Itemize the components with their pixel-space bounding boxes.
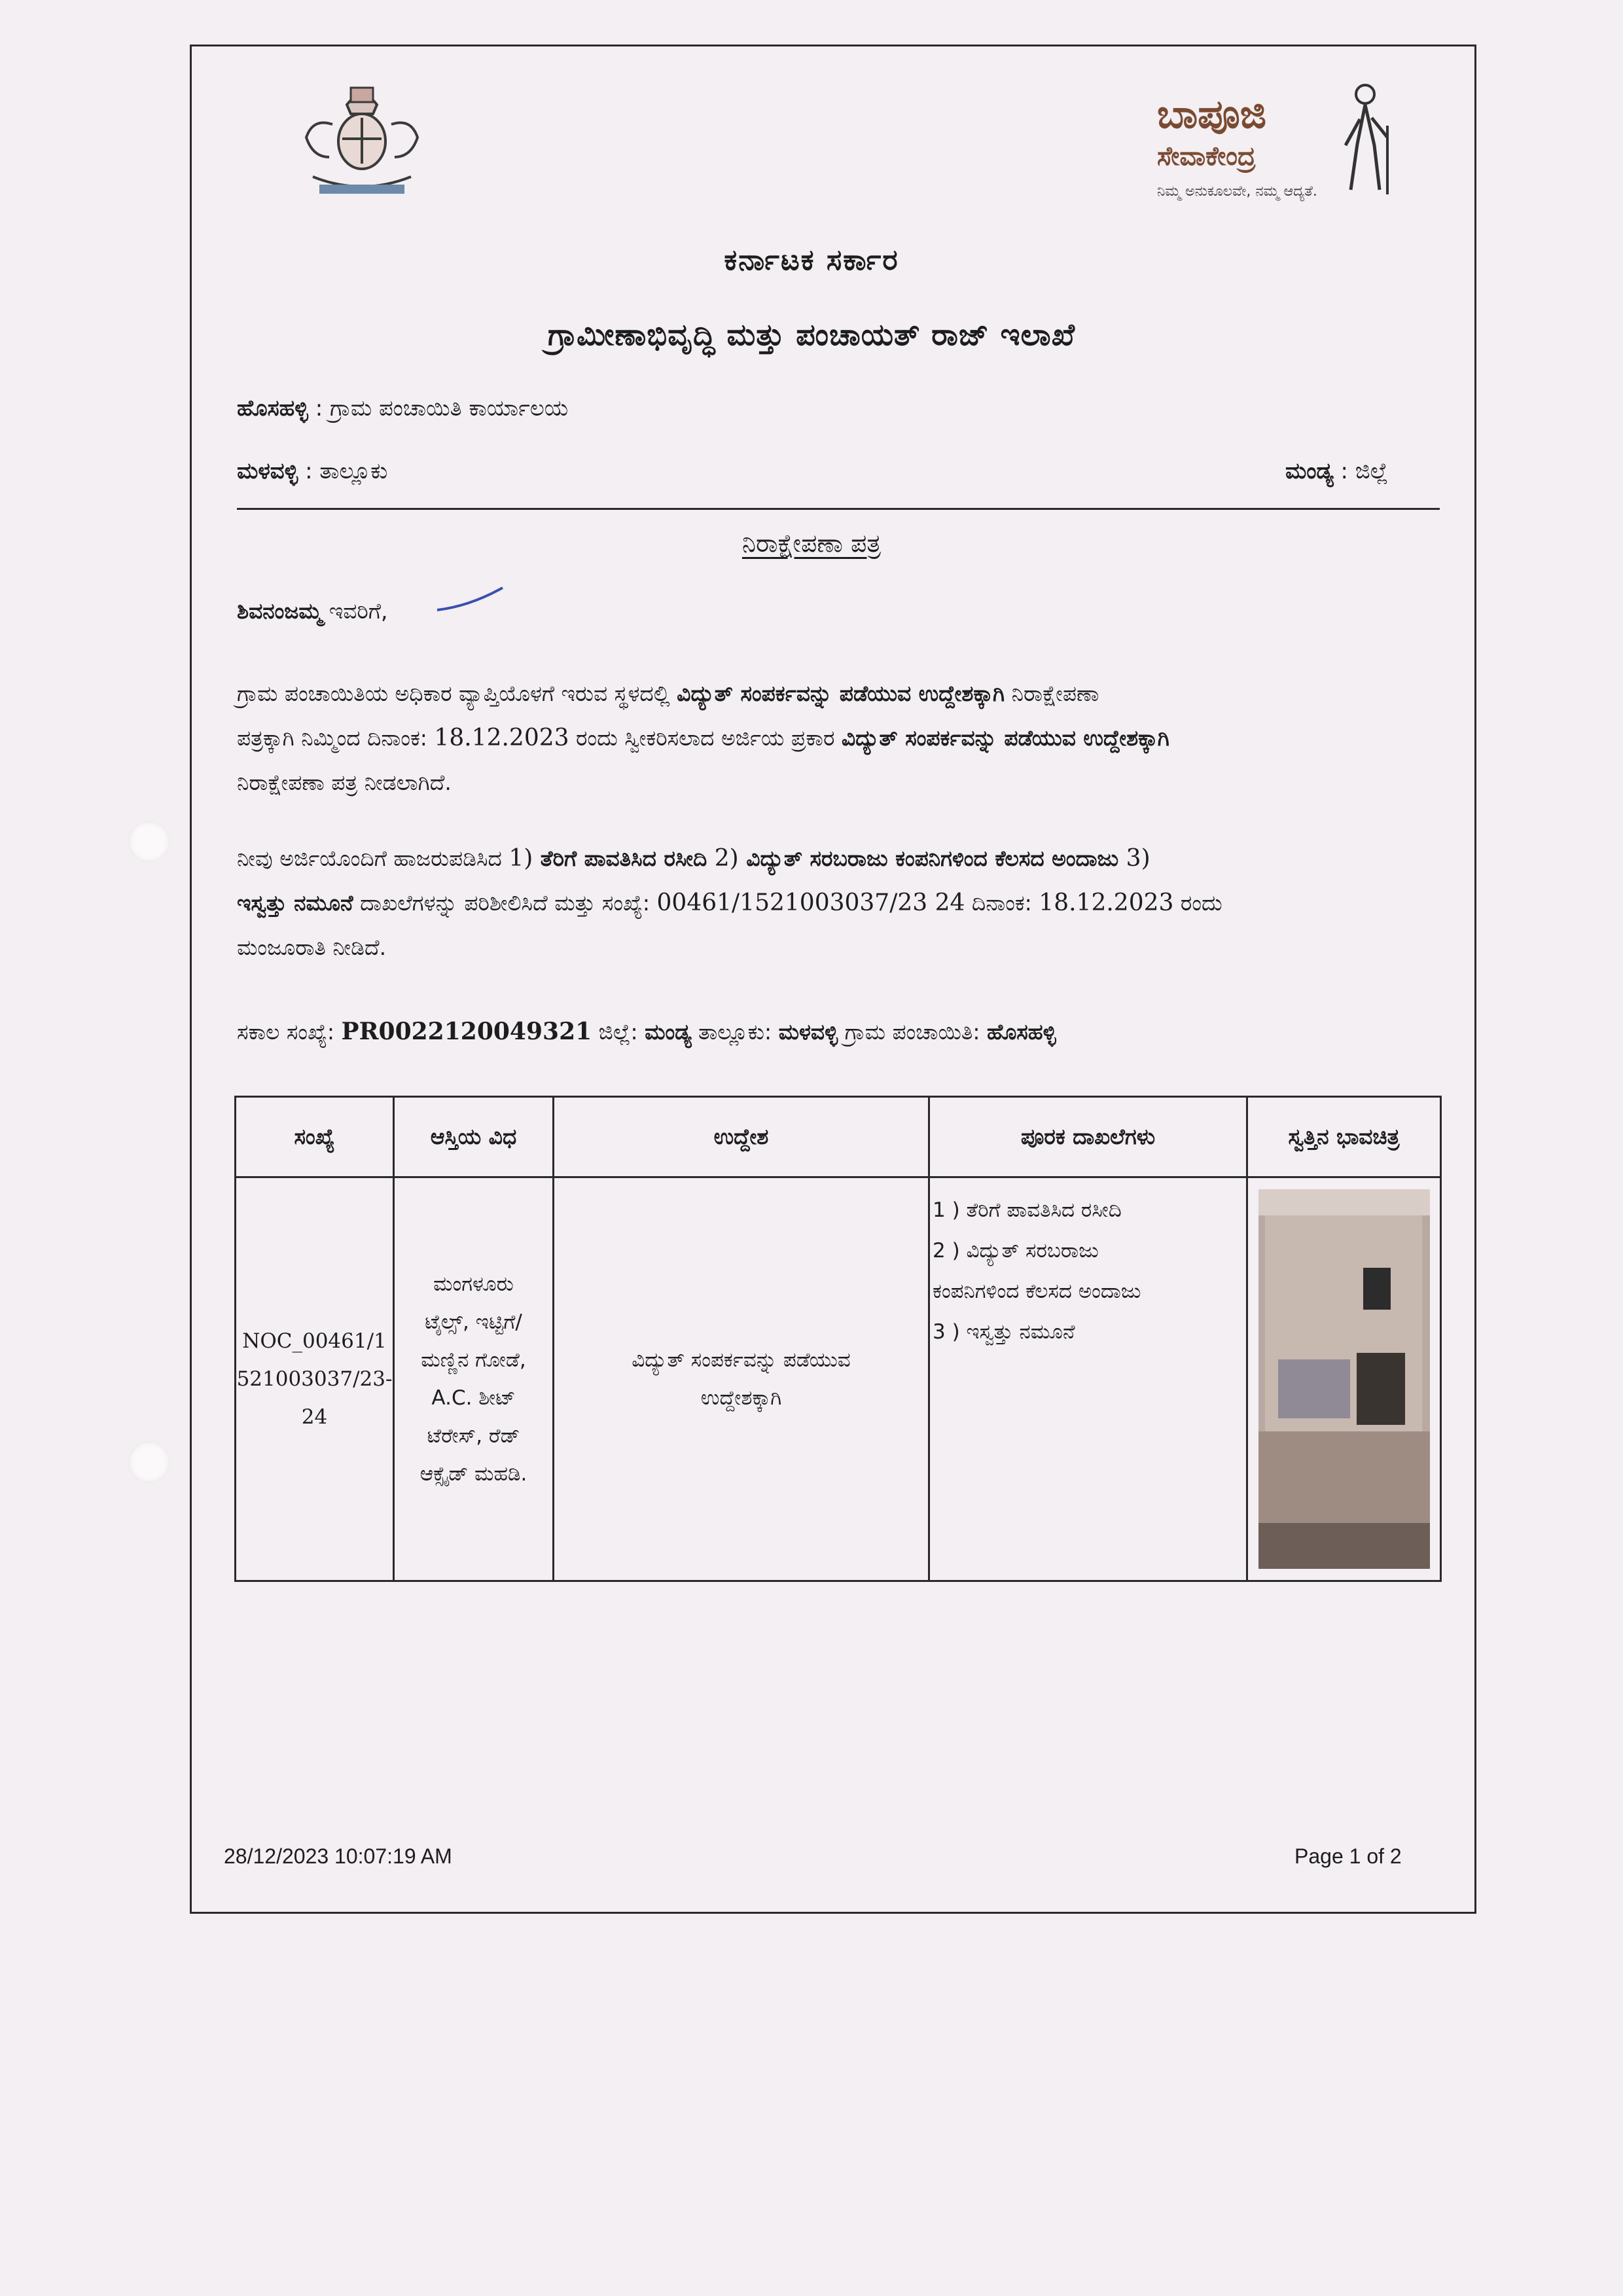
col-header-documents: ಪೂರಕ ದಾಖಲೆಗಳು [929, 1097, 1247, 1177]
panchayat-suffix: : ಗ್ರಾಮ ಪಂಚಾಯಿತಿ ಕಾರ್ಯಾಲಯ [308, 395, 569, 422]
para1-bold-b: ವಿದ್ಯುತ್ ಸಂಪರ್ಕವನ್ನು ಪಡೆಯುವ ಉದ್ದೇಶಕ್ಕಾಗಿ [677, 681, 1005, 706]
col-header-number: ಸಂಖ್ಯೆ [236, 1097, 394, 1177]
cell-documents [929, 1177, 1247, 1581]
addressee-suffix: ಇವರಿಗೆ, [322, 598, 388, 624]
taluk-suffix: : ತಾಲ್ಲೂಕು [298, 458, 388, 484]
para2-bold-d: ಇಸ್ವತ್ತು ನಮೂನೆ [237, 890, 353, 916]
property-photo [1258, 1189, 1430, 1569]
table-header-row [236, 1097, 1441, 1177]
cell-property-type [394, 1177, 554, 1581]
para2-num-2: 2) [714, 845, 739, 872]
para2-text-a: ನೀವು ಅರ್ಜಿಯೊಂದಿಗೆ ಹಾಜರುಪಡಿಸಿದ [237, 846, 509, 871]
bapuji-seva-kendra-logo [1126, 73, 1400, 211]
col-header-photo: ಸ್ವತ್ತಿನ ಭಾವಚಿತ್ರ [1247, 1097, 1441, 1177]
document-title [0, 529, 1623, 558]
bapuji-logo-tagline: ನಿಮ್ಮ ಅನುಕೂಲವೇ, ನಮ್ಮ ಆದ್ಯತೆ. [1157, 183, 1317, 200]
sakala-taluk: ಮಳವಳ್ಳಿ [778, 1019, 838, 1045]
addressee-line [237, 589, 1440, 634]
para2-text-g: ರಂದು [1173, 890, 1222, 916]
para2-date: 18.12.2023 [1039, 889, 1174, 916]
noc-number-line: 24 [301, 1405, 328, 1429]
sakala-number: PR0022120049321 [341, 1018, 592, 1045]
karnataka-emblem-icon [287, 79, 437, 203]
document-title-text: ನಿರಾಕ್ಷೇಪಣಾ ಪತ್ರ [741, 529, 882, 558]
para1-text-a: ಗ್ರಾಮ ಪಂಚಾಯಿತಿಯ ಅಧಿಕಾರ ವ್ಯಾಪ್ತಿಯೊಳಗೆ ಇರುವ ಸ್ಥಳದಲ್ಲಿ [237, 681, 677, 706]
punch-hole [128, 1441, 170, 1483]
property-line: A.C. ಶೀಟ್ [431, 1386, 516, 1410]
sakala-district-label: ಜಿಲ್ಲೆ: [592, 1019, 645, 1045]
para2-num-3: 3) [1126, 845, 1150, 872]
para2-text-h: ಮಂಜೂರಾತಿ ನೀಡಿದೆ. [237, 935, 387, 960]
sakala-taluk-label: ತಾಲ್ಲೂಕು: [691, 1019, 779, 1045]
property-line: ಮಣ್ಣಿನ ಗೋಡೆ, [421, 1348, 526, 1372]
cell-noc-number [236, 1177, 394, 1581]
sakala-gp: ಹೊಸಹಳ್ಳಿ [987, 1019, 1056, 1045]
district-suffix: : ಜಿಲ್ಲೆ [1333, 458, 1389, 484]
property-line: ಮಂಗಳೂರು [433, 1272, 514, 1296]
para1-text-e: ರಂದು ಸ್ವೀಕರಿಸಲಾದ ಅರ್ಜಿಯ ಪ್ರಕಾರ [569, 725, 842, 751]
panchayat-name: ಹೊಸಹಳ್ಳಿ [237, 395, 308, 422]
noc-number-line: NOC_00461/1 [242, 1329, 387, 1353]
pen-mark-icon [435, 584, 507, 617]
noc-table [234, 1096, 1442, 1582]
para1-text-d: ಪತ್ರಕ್ಕಾಗಿ ನಿಮ್ಮಿಂದ ದಿನಾಂಕ: [237, 725, 435, 751]
paragraph-2 [237, 836, 1440, 970]
para2-text-e: ದಾಖಲೆಗಳನ್ನು ಪರಿಶೀಲಿಸಿದೆ ಮತ್ತು ಸಂಖ್ಯೆ: [353, 890, 657, 916]
header-divider [237, 508, 1440, 510]
bapuji-logo-subtitle: ಸೇವಾಕೇಂದ್ರ [1157, 141, 1256, 171]
gandhi-silhouette-icon [1334, 80, 1397, 198]
government-title: ಕರ್ನಾಟಕ ಸರ್ಕಾರ [724, 243, 899, 277]
cell-purpose [554, 1177, 929, 1581]
taluk-name: ಮಳವಳ್ಳಿ [237, 458, 298, 484]
district-line [1285, 458, 1388, 484]
document-item: 3 ) ಇಸ್ವತ್ತು ನಮೂನೆ [933, 1320, 1075, 1344]
district-name: ಮಂಡ್ಯ [1285, 458, 1334, 484]
property-line: ಆಕ್ಸೈಡ್ ಮಹಡಿ. [419, 1462, 527, 1486]
purpose-line: ವಿದ್ಯುತ್ ಸಂಪರ್ಕವನ್ನು ಪಡೆಯುವ [632, 1348, 851, 1372]
document-item: ಕಂಪನಿಗಳಿಂದ ಕೆಲಸದ ಅಂದಾಜು [933, 1280, 1141, 1303]
para2-bold-c: ವಿದ್ಯುತ್ ಸರಬರಾಜು ಕಂಪನಿಗಳಿಂದ ಕೆಲಸದ ಅಂದಾಜು [738, 846, 1126, 871]
footer-timestamp: 28/12/2023 10:07:19 AM [224, 1844, 452, 1868]
paragraph-1 [237, 672, 1440, 805]
para1-text-c: ನಿರಾಕ್ಷೇಪಣಾ [1005, 681, 1099, 706]
para2-sanction-number: 00461/1521003037/23 24 [656, 889, 965, 916]
department-title: ಗ್ರಾಮೀಣಾಭಿವೃದ್ಧಿ ಮತ್ತು ಪಂಚಾಯತ್ ರಾಜ್ ಇಲಾಖೆ [548, 317, 1075, 352]
col-header-purpose: ಉದ್ದೇಶ [554, 1097, 929, 1177]
para1-date: 18.12.2023 [434, 725, 569, 751]
sakala-gp-label: ಗ್ರಾಮ ಪಂಚಾಯಿತಿ: [838, 1019, 987, 1045]
para2-num-1: 1) [508, 845, 533, 872]
property-photo-icon [1258, 1189, 1430, 1569]
para2-bold-b: ತೆರಿಗೆ ಪಾವತಿಸಿದ ರಸೀದಿ [533, 846, 715, 871]
para1-text-g: ನಿರಾಕ್ಷೇಪಣಾ ಪತ್ರ ನೀಡಲಾಗಿದೆ. [237, 770, 452, 795]
para1-bold-f: ವಿದ್ಯುತ್ ಸಂಪರ್ಕವನ್ನು ಪಡೆಯುವ ಉದ್ದೇಶಕ್ಕಾಗಿ [841, 725, 1169, 751]
noc-number-line: 521003037/23- [236, 1367, 393, 1391]
property-line: ಟೆರೇಸ್, ರೆಡ್ [427, 1424, 520, 1448]
cell-photo [1247, 1177, 1441, 1581]
para2-text-f: ದಿನಾಂಕ: [965, 890, 1039, 916]
sakala-line [237, 1009, 1440, 1054]
bapuji-logo-title: ಬಾಪೂಜಿ [1157, 92, 1267, 137]
taluk-line [237, 458, 387, 484]
col-header-property-type: ಆಸ್ತಿಯ ವಿಧ [394, 1097, 554, 1177]
sakala-district: ಮಂಡ್ಯ [645, 1019, 692, 1045]
punch-hole [128, 821, 170, 863]
sakala-label: ಸಕಾಲ ಸಂಖ್ಯೆ: [237, 1019, 342, 1045]
footer-page-number: Page 1 of 2 [1294, 1844, 1402, 1868]
panchayat-line [237, 395, 568, 422]
document-item: 1 ) ತೆರಿಗೆ ಪಾವತಿಸಿದ ರಸೀದಿ [933, 1198, 1122, 1222]
purpose-line: ಉದ್ದೇಶಕ್ಕಾಗಿ [700, 1386, 782, 1410]
document-item: 2 ) ವಿದ್ಯುತ್ ಸರಬರಾಜು [933, 1239, 1099, 1263]
property-line: ಟೈಲ್ಸ್, ಇಟ್ಟಿಗೆ/ [425, 1310, 522, 1334]
table-row [236, 1177, 1441, 1581]
addressee-name: ಶಿವನಂಜಮ್ಮ [237, 598, 323, 624]
